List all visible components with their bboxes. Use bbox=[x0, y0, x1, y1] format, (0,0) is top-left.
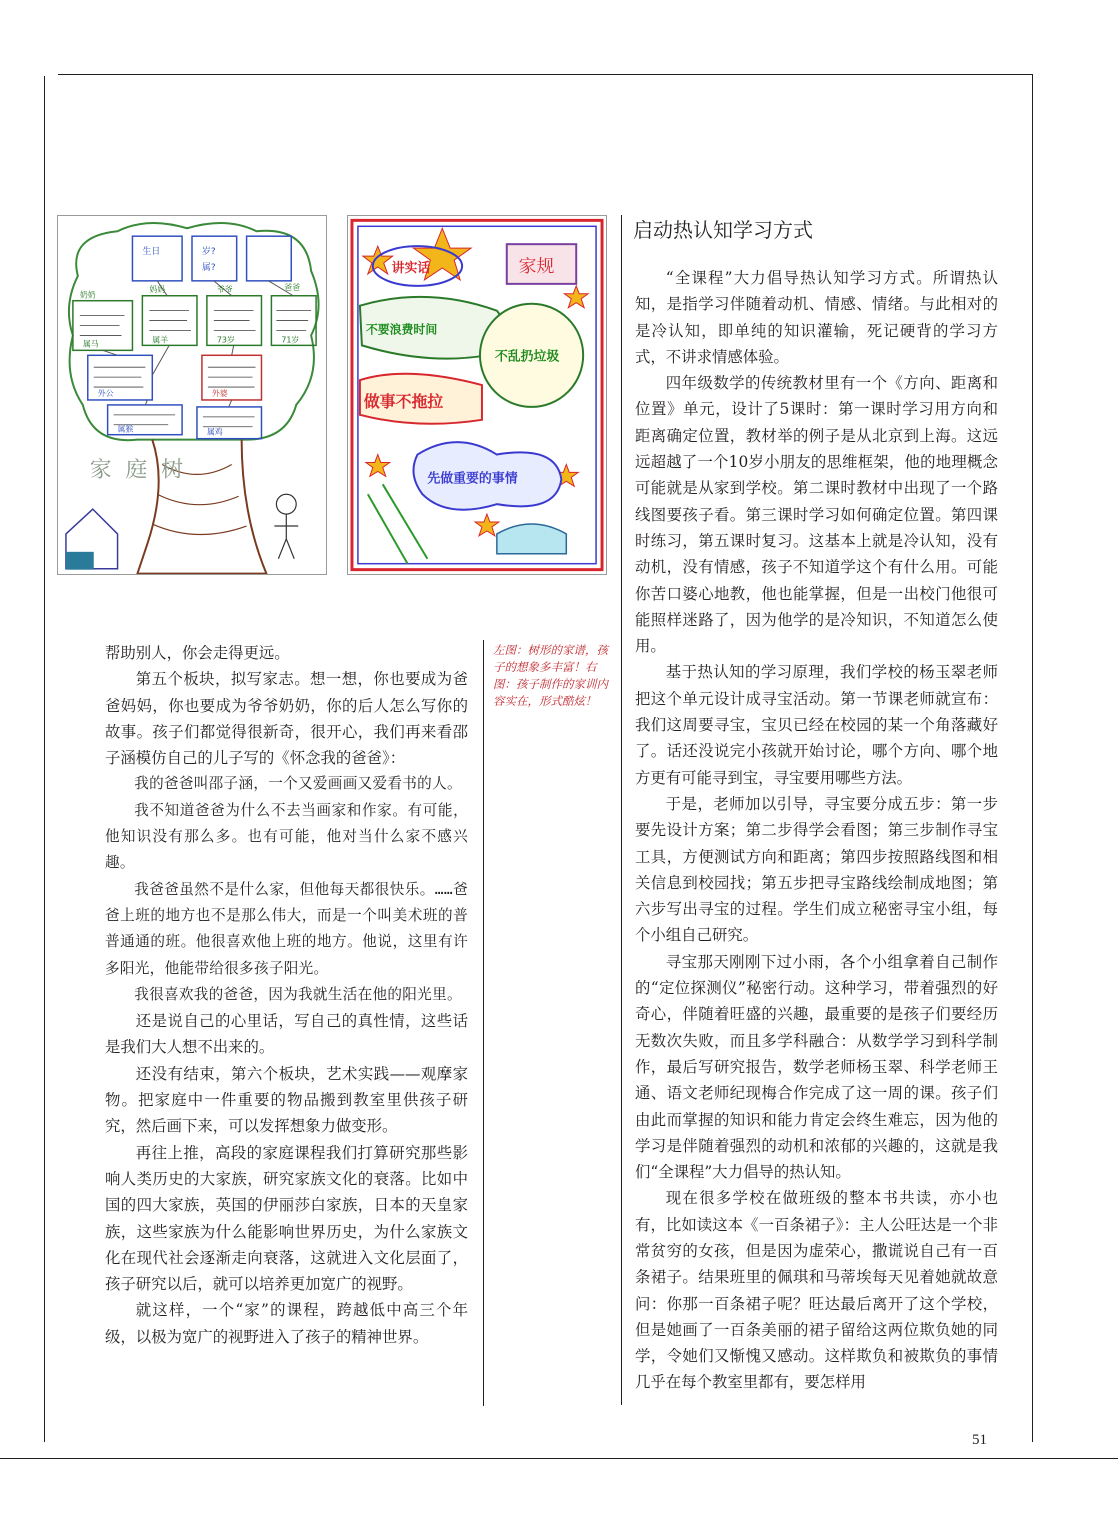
paragraph: 我的爸爸叫邵子涵，一个又爱画画又爱看书的人。 bbox=[134, 775, 462, 793]
tree-label-grandpa: 爷爷 bbox=[216, 284, 233, 294]
column-divider bbox=[621, 215, 622, 1405]
tree-label-rooster: 属鸡 bbox=[206, 427, 223, 437]
left-margin-rule bbox=[44, 76, 45, 1442]
paragraph: 再往上推，高段的家庭课程我们打算研究那些影响人类历史的大家族，研究家族文化的衰落。比如中国的四大家族，英国的伊丽莎白家族，日本的天皇家族，这些家族为什么能影响世界历史，为什么家族文化在现代社会逐渐走向衰落，这就进入文化层面了，孩子研究以后，就可以培养更加宽广的视野。 bbox=[105, 1143, 468, 1294]
family-rules-photo bbox=[347, 215, 607, 575]
tree-label-age-71: 71岁 bbox=[281, 335, 300, 345]
tree-label-zodiac: 属? bbox=[201, 262, 216, 273]
paragraph: 帮助别人，你会走得更远。 bbox=[105, 644, 290, 662]
rule-important-first: 先做重要的事情 bbox=[427, 471, 518, 487]
paragraph: 我不知道爸爸为什么不去当画家和作家。有可能，他知识没有那么多。也有可能，他对当什么家不感兴趣。 bbox=[105, 801, 468, 872]
section-heading: 启动热认知学习方式 bbox=[633, 218, 813, 242]
tree-label-age: 岁? bbox=[201, 247, 216, 258]
tree-title: 家庭树 bbox=[89, 457, 197, 483]
paragraph: 第五个板块，拟写家志。想一想，你也要成为爸爸妈妈，你也要成为爷爷奶奶，你的后人怎么写你的故事。孩子们都觉得很新奇，很开心，我们再来看邵子涵模仿自己的儿子写的《怀念我的爸爸》： bbox=[105, 670, 468, 768]
paragraph: 就这样，一个“家”的课程，跨越低中高三个年级，以极为宽广的视野进入了孩子的精神世界。 bbox=[105, 1301, 468, 1346]
paragraph: 我很喜欢我的爸爸，因为我就生活在他的阳光里。 bbox=[134, 985, 462, 1003]
paragraph: 于是，老师加以引导，寻宝要分成五步：第一步要先设计方案；第二步得学会看图；第三步制作寻宝工具，方便测试方向和距离；第四步按照路线图和相关信息到校园找；第五步把寻宝路线绘制成地图；第六步写出寻宝的过程。学生们成立秘密寻宝小组，每个小组自己研究。 bbox=[635, 794, 998, 945]
paragraph: 寻宝那天刚刚下过小雨，各个小组拿着自己制作的“定位探测仪”秘密行动。这种学习，带着强烈的好奇心，伴随着旺盛的兴趣，最重要的是孩子们要经历无数次失败，而且多学科融合：从数学学习到科学制作，最后写研究报告，数学老师杨玉翠、科学老师王通、语文老师纪现梅合作完成了这一周的课。孩子们由此而掌握的知识和能力肯定会终生难忘，因为他的学习是伴随着强烈的动机和浓郁的兴趣的，这就是我们“全课程”大力倡导的热认知。 bbox=[635, 952, 998, 1182]
page-number: 51 bbox=[972, 1432, 987, 1448]
photo-caption: 左图：树形的家谱，孩子的想象多丰富！右图：孩子制作的家训内容实在，形式酷炫！ bbox=[493, 643, 608, 708]
paragraph: 现在很多学校在做班级的整本书共读，亦小也有，比如读这本《一百条裙子》：主人公旺达是一个非常贫穷的女孩，但是因为虚荣心，撒谎说自己有一百条裙子。结果班里的佩琪和马蒂埃每天见着她就故意问：你那一百条裙子呢？旺达最后离开了这个学校，但是她画了一百条美丽的裙子留给这两位欺负她的同学，令她们又惭愧又感动。这样欺负和被欺负的事情几乎在每个教室里都有，要怎样用 bbox=[635, 1189, 998, 1392]
family-tree-photo bbox=[57, 215, 327, 575]
rule-honesty: 讲实话 bbox=[391, 260, 431, 276]
paragraph: 基于热认知的学习原理，我们学校的杨玉翠老师把这个单元设计成寻宝活动。第一节课老师就宣布：我们这周要寻宝，宝贝已经在校园的某一个角落藏好了。话还没说完小孩就开始讨论，哪个方向、哪个地方更有可能寻到宝，寻宝要用哪些方法。 bbox=[635, 663, 998, 787]
tree-label-grandma: 奶奶 bbox=[79, 290, 96, 300]
rule-no-procrastinate: 做事不拖拉 bbox=[363, 391, 444, 411]
rules-title: 家规 bbox=[518, 255, 555, 277]
top-rule bbox=[58, 74, 1032, 75]
paragraph: 四年级数学的传统教材里有一个《方向、距离和位置》单元，设计了5课时：第一课时学习用方向和距离确定位置，教材举的例子是从北京到上海。这远远超越了一个10岁小朋友的思维框架，他的地理概念可能就是从家到学校。第二课时教材中出现了一个路线图要孩子看。第三课时学习如何确定位置。第四课时练习，第五课时复习。这基本上就是冷认知，没有动机，没有情感，孩子不知道学这个有什么用。可能你苦口婆心地教，他也能掌握，但是一出校门他很可能照样迷路了，因为他学的是冷知识，不知道怎么使用。 bbox=[635, 374, 998, 656]
caption-divider bbox=[483, 640, 484, 1406]
tree-label-mother: 妈妈 bbox=[149, 284, 166, 294]
tree-label-maternal-grandpa: 外公 bbox=[97, 388, 114, 398]
paragraph: 还是说自己的心里话，写自己的真性情，这些话是我们大人想不出来的。 bbox=[105, 1012, 468, 1057]
tree-label-maternal-grandma: 外婆 bbox=[211, 388, 228, 398]
tree-label-birthday: 生日 bbox=[142, 247, 161, 258]
rule-no-litter: 不乱扔垃圾 bbox=[494, 349, 560, 365]
right-text-column bbox=[635, 265, 998, 1396]
tree-label-horse: 属马 bbox=[82, 339, 99, 349]
paragraph: 我爸爸虽然不是什么家，但他每天都很快乐。……爸爸上班的地方也不是那么伟大，而是一个叫美术班的普普通通的班。他很喜欢他上班的地方。他说，这里有许多阳光，他能带给很多孩子阳光。 bbox=[105, 880, 468, 977]
family-rules-drawing bbox=[348, 216, 606, 574]
tree-label-age-73: 73岁 bbox=[216, 335, 235, 345]
rule-no-waste-time: 不要浪费时间 bbox=[365, 322, 438, 337]
tree-label-father: 爸爸 bbox=[284, 282, 301, 292]
bottom-rule bbox=[0, 1458, 1118, 1459]
tree-label-monkey: 属猴 bbox=[117, 424, 134, 434]
left-text-column bbox=[105, 640, 468, 1350]
paragraph: 还没有结束，第六个板块，艺术实践——观摩家物。把家庭中一件重要的物品搬到教室里供孩子研究，然后画下来，可以发挥想象力做变形。 bbox=[105, 1064, 468, 1136]
tree-label-goat: 属羊 bbox=[152, 335, 169, 345]
right-margin-rule bbox=[1032, 74, 1033, 1442]
paragraph: “全课程”大力倡导热认知学习方式。所谓热认知，是指学习伴随着动机、情感、情绪。与此相对的是冷认知，即单纯的知识灌输，死记硬背的学习方式，不讲求情感体验。 bbox=[635, 269, 998, 366]
family-tree-drawing bbox=[58, 216, 326, 574]
